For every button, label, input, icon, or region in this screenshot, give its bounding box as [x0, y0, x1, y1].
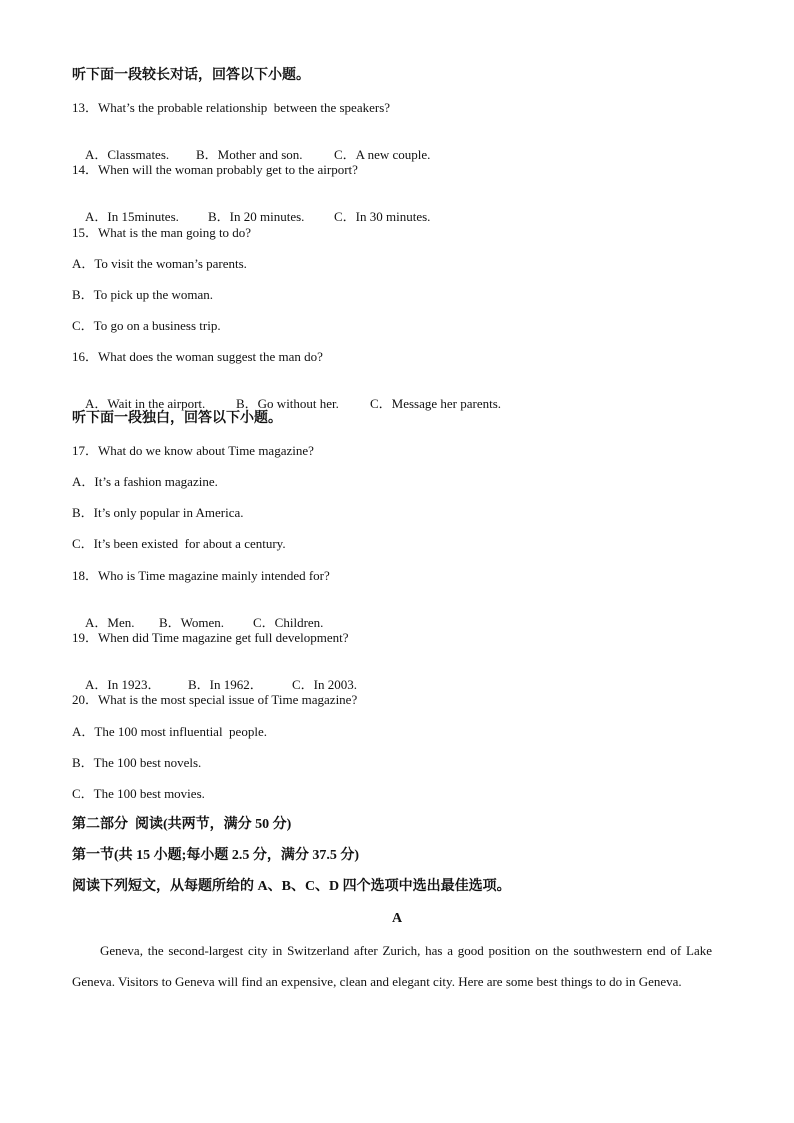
question-15-stem: 15．What is the man going to do?	[72, 225, 252, 240]
question-14-stem: 14．When will the woman probably get to the airport?	[72, 162, 358, 177]
option-a: A．In 15minutes.	[85, 209, 179, 224]
question-17-option-a: A．It’s a fashion magazine.	[72, 474, 218, 489]
question-17-option-c: C．It’s been existed for about a century.	[72, 536, 286, 551]
option-a: A．Wait in the airport.	[85, 396, 206, 411]
option-b: B．Women.	[159, 615, 225, 630]
question-15-option-b: B．To pick up the woman.	[72, 287, 213, 302]
option-c: C．Children.	[253, 615, 324, 630]
passage-paragraph: Geneva, the second-largest city in Switzerland after Zurich, has a good position on the southwestern end of Lake Geneva. Visitors to Geneva will find an expensive, clean and elegant city. Here are some best things to do in Geneva.	[72, 943, 712, 989]
option-a: A．Classmates.	[85, 147, 170, 162]
question-13-stem: 13．What’s the probable relationship between the speakers?	[72, 100, 391, 115]
question-17-stem: 17．What do we know about Time magazine?	[72, 443, 314, 458]
question-20-option-b: B．The 100 best novels.	[72, 755, 202, 770]
option-a: A．Men.	[85, 615, 135, 630]
question-17-option-b: B．It’s only popular in America.	[72, 505, 244, 520]
part-two-section-one-heading: 第一节(共 15 小题;每小题 2.5 分，满分 37.5 分)	[72, 848, 359, 863]
question-16-stem: 16．What does the woman suggest the man do?	[72, 349, 323, 364]
option-c: C．In 2003.	[292, 677, 358, 692]
option-b: B．Mother and son.	[196, 147, 303, 162]
option-b: B．Go without her.	[236, 396, 339, 411]
question-15-option-c: C．To go on a business trip.	[72, 318, 221, 333]
passage-label: A	[391, 911, 403, 926]
question-20-option-a: A．The 100 most influential people.	[72, 724, 267, 739]
section-heading-monologue: 听下面一段独白，回答以下小题。	[72, 411, 282, 426]
section-heading-long-dialogue: 听下面一段较长对话，回答以下小题。	[72, 68, 310, 83]
question-20-option-c: C．The 100 best movies.	[72, 786, 205, 801]
option-c: C．Message her parents.	[370, 396, 502, 411]
reading-instructions: 阅读下列短文，从每题所给的 A、B、C、D 四个选项中选出最佳选项。	[72, 879, 511, 894]
option-c: C．A new couple.	[334, 147, 431, 162]
option-a: A．In 1923．	[85, 677, 161, 692]
option-b: B．In 20 minutes.	[208, 209, 305, 224]
option-b: B．In 1962．	[188, 677, 263, 692]
question-18-stem: 18．Who is Time magazine mainly intended for?	[72, 568, 330, 583]
part-two-heading: 第二部分 阅读(共两节，满分 50 分)	[72, 817, 292, 832]
question-20-stem: 20．What is the most special issue of Time magazine?	[72, 692, 358, 707]
option-c: C．In 30 minutes.	[334, 209, 431, 224]
question-19-stem: 19．When did Time magazine get full development?	[72, 630, 349, 645]
question-15-option-a: A．To visit the woman’s parents.	[72, 256, 247, 271]
